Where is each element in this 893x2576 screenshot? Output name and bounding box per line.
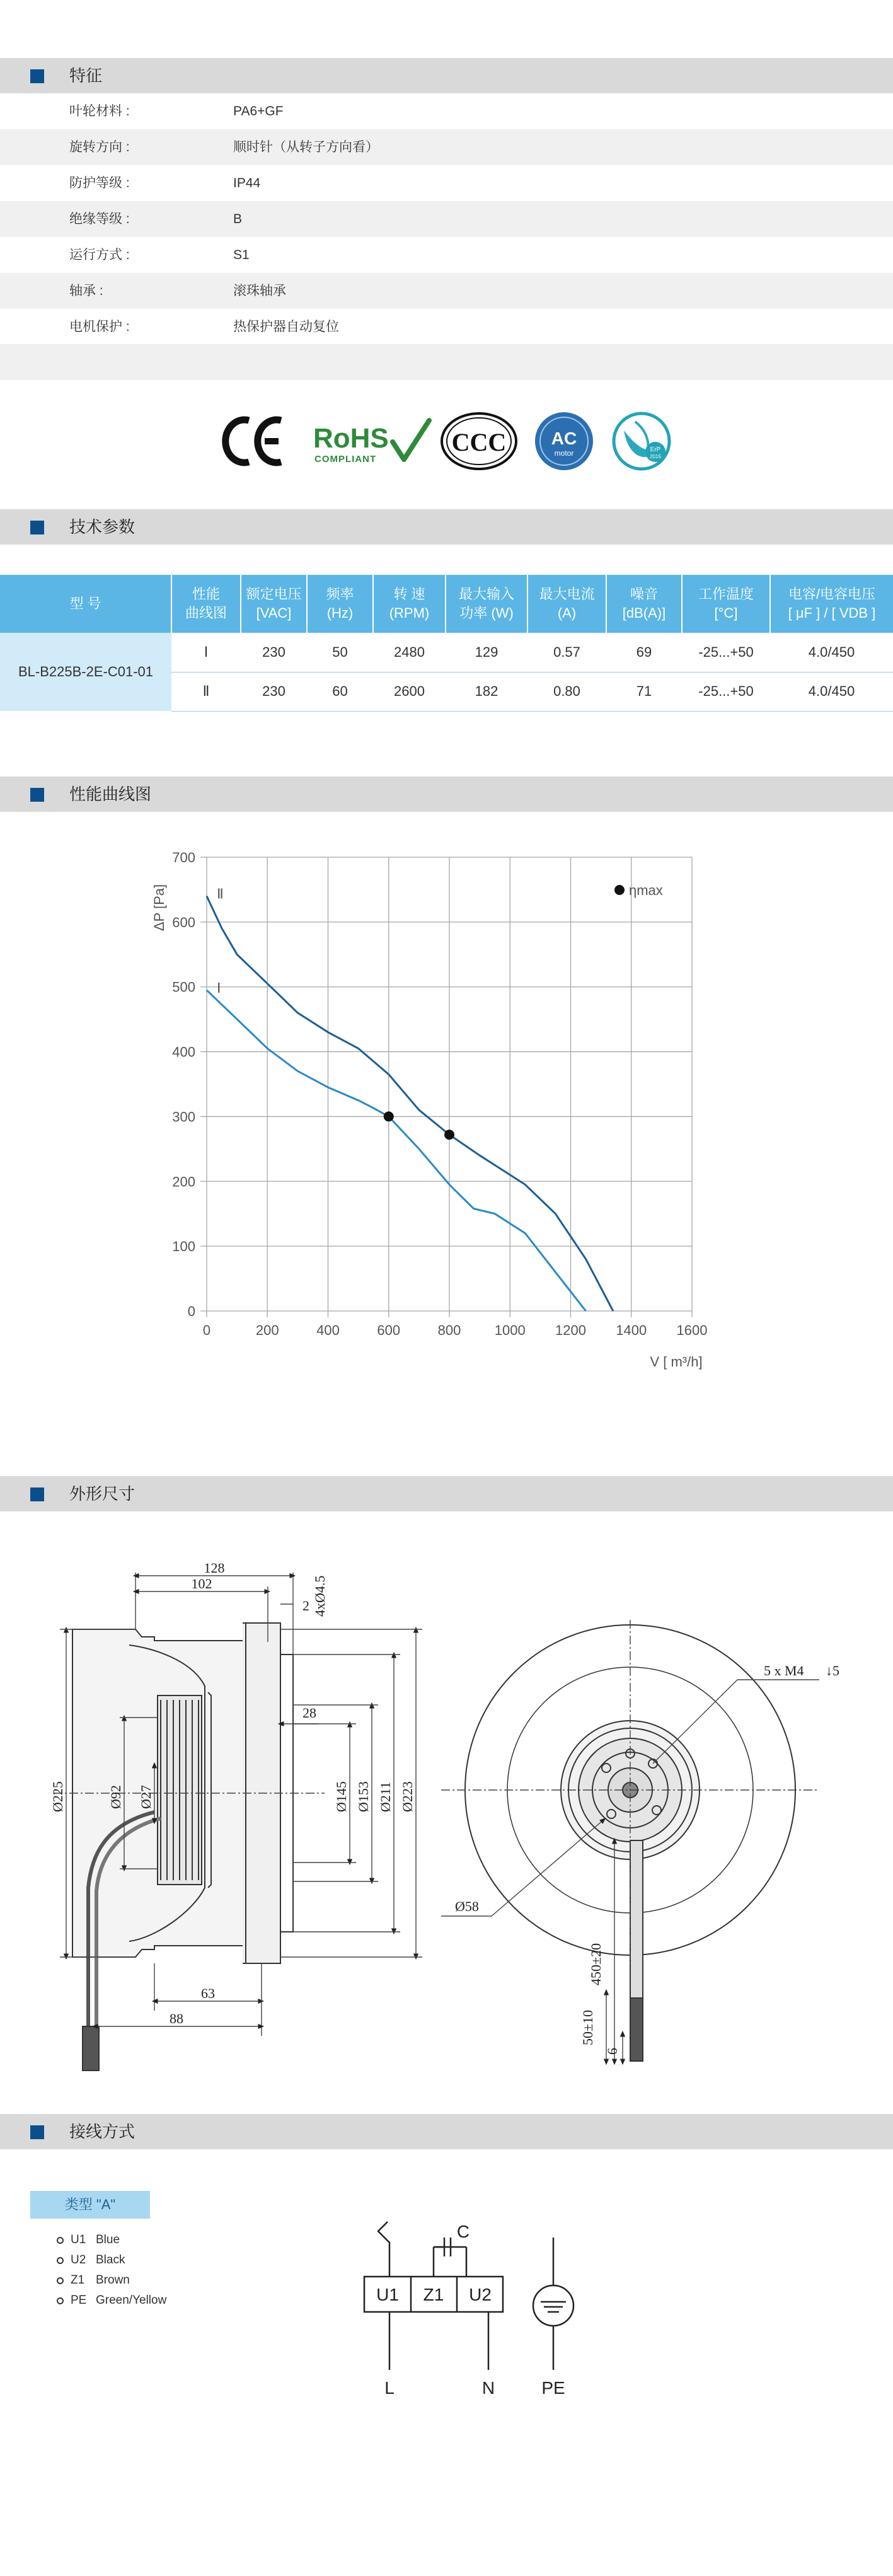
spec-header-cell: 电容/电容电压 [ μF ] / [ VDB ] — [770, 575, 893, 633]
feature-row — [0, 237, 893, 273]
section-title: 特征 — [69, 66, 103, 85]
spec-cell: 60 — [307, 672, 373, 711]
curve-section-header — [0, 777, 893, 812]
spec-header-cell: 频率 (Hz) — [307, 575, 373, 633]
feature-row — [0, 273, 893, 309]
feature-label: 运行方式 : — [69, 248, 130, 262]
spec-header-cell: 工作温度 [°C] — [682, 575, 770, 633]
y-tick-label: 200 — [172, 1174, 195, 1190]
erp-year-text: 2015 — [650, 454, 661, 459]
performance-curve-chart — [139, 838, 731, 1393]
section-marker-icon — [30, 521, 44, 534]
section-title: 技术参数 — [69, 517, 135, 536]
legend-marker-icon — [614, 885, 625, 895]
dim-225-label: Ø225 — [50, 1781, 66, 1812]
erp-text: ErP — [650, 446, 661, 453]
x-tick-label: 0 — [202, 1322, 211, 1338]
spec-table-row — [0, 633, 893, 672]
feature-row — [0, 93, 893, 129]
rohs-sub-text: COMPLIANT — [314, 454, 377, 465]
dim-4x-label: 4xØ4.5 — [312, 1575, 328, 1617]
features-section-header — [0, 58, 893, 93]
bullet-icon — [57, 2237, 64, 2244]
earth-pe-label: PE — [541, 2378, 565, 2398]
feature-label: 轴承 : — [69, 284, 103, 298]
wire-code: Z1 — [71, 2273, 85, 2287]
wiring-section-header — [0, 2114, 893, 2149]
y-tick-label: 500 — [172, 979, 195, 995]
y-tick-label: 300 — [172, 1109, 195, 1125]
dim-211-label: Ø211 — [377, 1781, 393, 1812]
wire-code: PE — [71, 2294, 87, 2307]
y-tick-label: 0 — [187, 1303, 195, 1319]
dim-153-label: Ø153 — [355, 1781, 371, 1812]
section-title: 接线方式 — [69, 2122, 135, 2141]
dim-102-label: 102 — [191, 1576, 212, 1591]
spec-table — [0, 575, 893, 712]
section-marker-icon — [30, 2125, 44, 2139]
dim-88-label: 88 — [170, 2011, 183, 2026]
feature-label: 叶轮材料 : — [69, 104, 130, 118]
series-name-label: Ⅱ — [217, 886, 224, 902]
x-tick-label: 1600 — [676, 1322, 708, 1338]
feature-value: PA6+GF — [233, 104, 284, 118]
feature-row — [0, 129, 893, 165]
terminal-u1-label: U1 — [376, 2285, 399, 2304]
feature-value: 滚珠轴承 — [233, 284, 286, 298]
dim-450-label: 450±20 — [588, 1943, 604, 1985]
dim-223-label: Ø223 — [400, 1781, 415, 1812]
line-l-label: L — [384, 2378, 395, 2398]
spec-cell: 2480 — [373, 633, 446, 672]
dim-58-label: Ø58 — [455, 1898, 479, 1914]
spec-header-cell: 型 号 — [0, 575, 171, 633]
dim-27-label: Ø27 — [138, 1785, 154, 1809]
spec-header-cell: 额定电压 [VAC] — [241, 575, 307, 633]
wire-item — [71, 2294, 166, 2307]
dim-63-label: 63 — [201, 1985, 215, 2001]
x-tick-label: 800 — [437, 1322, 461, 1338]
spec-cell: -25...+50 — [682, 633, 770, 672]
front-view-drawing — [441, 1614, 870, 2067]
wire-item — [71, 2273, 130, 2287]
spec-header-cell: 最大电流 (A) — [527, 575, 606, 633]
wiring-type-label: 类型 "A" — [30, 2191, 150, 2219]
side-view-drawing — [50, 1560, 432, 2083]
terminal-z1-label: Z1 — [423, 2285, 444, 2304]
y-tick-label: 400 — [172, 1044, 195, 1060]
feature-label: 旋转方向 : — [69, 140, 130, 154]
y-tick-label: 700 — [172, 850, 195, 865]
ccc-text: CCC — [451, 428, 507, 456]
legend-label: ηmax — [629, 882, 663, 898]
feature-value: 顺时针（从转子方向看） — [233, 140, 379, 154]
spec-cell: 182 — [446, 672, 527, 711]
bullet-icon — [57, 2297, 64, 2304]
spec-cell: 129 — [446, 633, 527, 672]
dim-50-label: 50±10 — [580, 2009, 596, 2045]
spec-table-header-row — [0, 575, 893, 633]
x-tick-label: 400 — [316, 1322, 340, 1338]
features-blank-row — [0, 344, 893, 380]
feature-value: 热保护器自动复位 — [233, 320, 339, 334]
dim-28-label: 28 — [302, 1705, 316, 1721]
section-title: 性能曲线图 — [69, 785, 152, 804]
x-tick-label: 1200 — [555, 1322, 586, 1338]
eta-max-point — [444, 1129, 454, 1140]
spec-header-cell: 性能 曲线图 — [171, 575, 241, 633]
x-axis-label: V [ m³/h] — [650, 1354, 703, 1370]
spec-cell: Ⅱ — [171, 672, 241, 711]
spec-cell: 0.57 — [527, 633, 606, 672]
spec-cell: 2600 — [373, 672, 446, 711]
feature-value: B — [233, 212, 243, 226]
y-tick-label: 600 — [172, 914, 195, 930]
spec-cell: -25...+50 — [682, 672, 770, 711]
dim-128-label: 128 — [204, 1560, 225, 1576]
series-line-1 — [207, 990, 586, 1311]
wire-color: Black — [96, 2253, 125, 2267]
wire-item — [71, 2253, 125, 2267]
terminal-u2-label: U2 — [469, 2285, 492, 2304]
ac-sub-text: motor — [554, 449, 574, 458]
wire-color: Green/Yellow — [96, 2294, 167, 2307]
feature-row — [0, 309, 893, 345]
ac-motor-logo — [533, 407, 596, 479]
spec-cell: 50 — [307, 633, 373, 672]
dim-92-label: Ø92 — [108, 1785, 124, 1809]
feature-row — [0, 201, 893, 237]
neutral-n-label: N — [481, 2378, 495, 2398]
model-cell: BL-B225B-2E-C01-01 — [0, 633, 171, 711]
eta-max-point — [384, 1111, 394, 1121]
feature-label: 防护等级 : — [69, 176, 130, 190]
dim-m4-depth-label: ↓5 — [826, 1663, 839, 1678]
ccc-logo — [438, 407, 520, 479]
rohs-logo — [312, 407, 432, 479]
erp-logo — [610, 407, 673, 479]
section-marker-icon — [30, 1487, 44, 1501]
spec-cell: Ⅰ — [171, 633, 241, 672]
wire-code: U2 — [71, 2253, 86, 2267]
spec-cell: 71 — [606, 672, 682, 711]
feature-label: 电机保护 : — [69, 320, 130, 334]
x-tick-label: 200 — [255, 1322, 279, 1338]
section-marker-icon — [30, 69, 44, 83]
spec-header-cell: 转 速 (RPM) — [373, 575, 446, 633]
spec-cell: 4.0/450 — [770, 633, 893, 672]
feature-label: 绝缘等级 : — [69, 212, 130, 226]
ac-text: AC — [551, 429, 577, 448]
dim-6-label: 6 — [604, 2048, 620, 2055]
bullet-icon — [57, 2277, 64, 2284]
x-tick-label: 1000 — [494, 1322, 526, 1338]
bullet-icon — [57, 2257, 64, 2264]
wire-code: U1 — [71, 2233, 86, 2246]
x-tick-label: 1400 — [616, 1322, 647, 1338]
dims-section-header — [0, 1476, 893, 1511]
feature-value: S1 — [233, 248, 250, 262]
wire-item — [71, 2233, 120, 2247]
capacitor-label: C — [456, 2222, 470, 2241]
x-tick-label: 600 — [377, 1322, 401, 1338]
spec-header-cell: 噪音 [dB(A)] — [606, 575, 682, 633]
spec-cell: 0.80 — [527, 672, 606, 711]
wire-color: Brown — [96, 2273, 130, 2287]
spec-cell: 4.0/450 — [770, 672, 893, 711]
spec-header-cell: 最大输入 功率 (W) — [446, 575, 527, 633]
feature-value: IP44 — [233, 176, 261, 190]
dim-145-label: Ø145 — [333, 1781, 349, 1812]
spec-cell: 230 — [241, 672, 307, 711]
dim-m4-label: 5 x M4 — [764, 1663, 804, 1678]
dim-2-label: 2 — [302, 1598, 309, 1614]
series-name-label: Ⅰ — [217, 979, 221, 996]
wire-color: Blue — [96, 2233, 120, 2246]
section-marker-icon — [30, 788, 44, 802]
spec-cell: 230 — [241, 633, 307, 672]
rohs-text: RoHS — [313, 423, 389, 454]
spec-cell: 69 — [606, 633, 682, 672]
ce-mark-logo — [221, 407, 287, 479]
wiring-diagram — [353, 2219, 592, 2408]
specs-section-header — [0, 509, 893, 545]
y-tick-label: 100 — [172, 1239, 195, 1255]
y-axis-label: ΔP [Pa] — [151, 884, 167, 932]
section-title: 外形尺寸 — [69, 1484, 135, 1503]
feature-row — [0, 165, 893, 201]
